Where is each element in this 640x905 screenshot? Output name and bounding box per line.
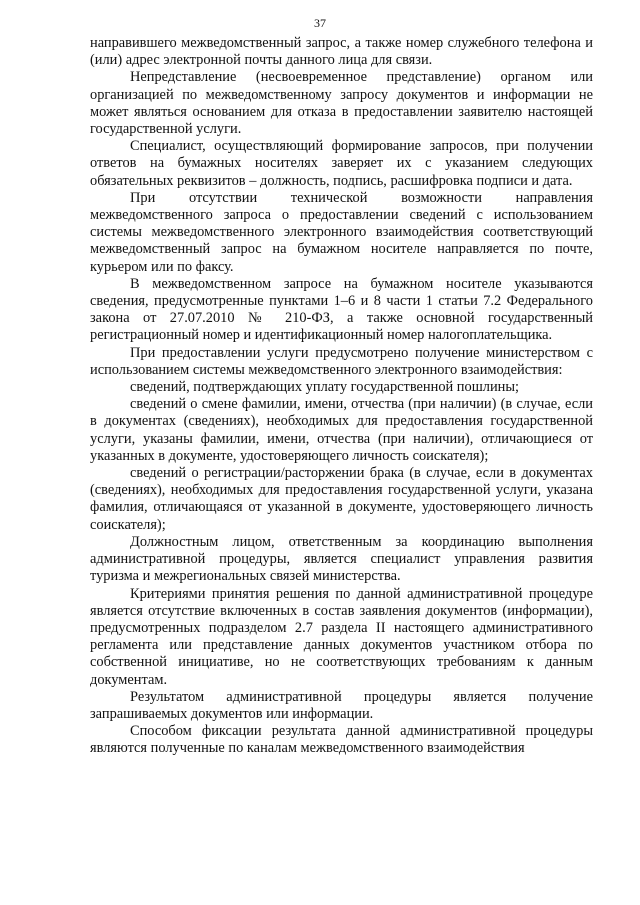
- page-number: 37: [314, 16, 326, 30]
- paragraph: Должностным лицом, ответственным за координацию выполнения административной процедуры, является специалист управления развития туризма и межрегиональных связей министерства.: [90, 533, 593, 585]
- list-item: сведений, подтверждающих уплату государственной пошлины;: [130, 379, 520, 396]
- list-item: сведений о смене фамилии, имени, отчества (при наличии) (в случае, если в документах (сведениях), необходимых для предоставления государственной услуги, указаны фамилии, имени, отчества (при наличии), отличающиеся от указанных в документе, удостоверяющего личность соискателя);: [90, 396, 593, 464]
- paragraph: При предоставлении услуги предусмотрено получение министерством с использованием системы межведомственного электронного взаимодействия:: [90, 344, 593, 378]
- list-item: сведений о регистрации/расторжении брака (в случае, если в документах (сведениях), необходимых для предоставления государственной услуги, указана фамилия, отличающаяся от указанной в документе, удостоверяющего личность соискателя);: [90, 465, 593, 533]
- document-body: [90, 35, 593, 758]
- paragraph: Специалист, осуществляющий формирование запросов, при получении ответов на бумажных носителях заверяет их с указанием следующих обязательных реквизитов – должность, подпись, расшифровка подписи и дата.: [90, 138, 593, 189]
- paragraph: Непредставление (несвоевременное представление) органом или организацией по межведомственному запросу документов и информации не может являться основанием для отказа в предоставлении заявителю настоящей государственной услуги.: [90, 69, 593, 138]
- paragraph: При отсутствии технической возможности направления межведомственного запроса о предоставлении сведений с использованием системы межведомственного электронного взаимодействия соответствующий межведомственный запрос на бумажном носителе направляется по почте, курьером или по факсу.: [90, 189, 593, 275]
- paragraph: Способом фиксации результата данной административной процедуры являются полученные по каналам межведомственного взаимодействия: [90, 723, 593, 757]
- paragraph: направившего межведомственный запрос, а также номер служебного телефона и (или) адрес электронной почты данного лица для связи.: [90, 35, 593, 69]
- paragraph: Результатом административной процедуры является получение запрашиваемых документов или информации.: [90, 688, 593, 722]
- paragraph: Критериями принятия решения по данной административной процедуре является отсутствие включенных в состав заявления документов (информации), предусмотренных подразделом 2.7 раздела II настоящего административного регламента или представление данных документов участником отбора по собственной инициативе, но не соответствующих требованиям к данным документам.: [90, 585, 593, 688]
- paragraph: В межведомственном запросе на бумажном носителе указываются сведения, предусмотренные пунктами 1–6 и 8 части 1 статьи 7.2 Федерального закона от 27.07.2010 № 210-ФЗ, а также основной государственный регистрационный номер и идентификационный номер налогоплательщика.: [90, 275, 593, 344]
